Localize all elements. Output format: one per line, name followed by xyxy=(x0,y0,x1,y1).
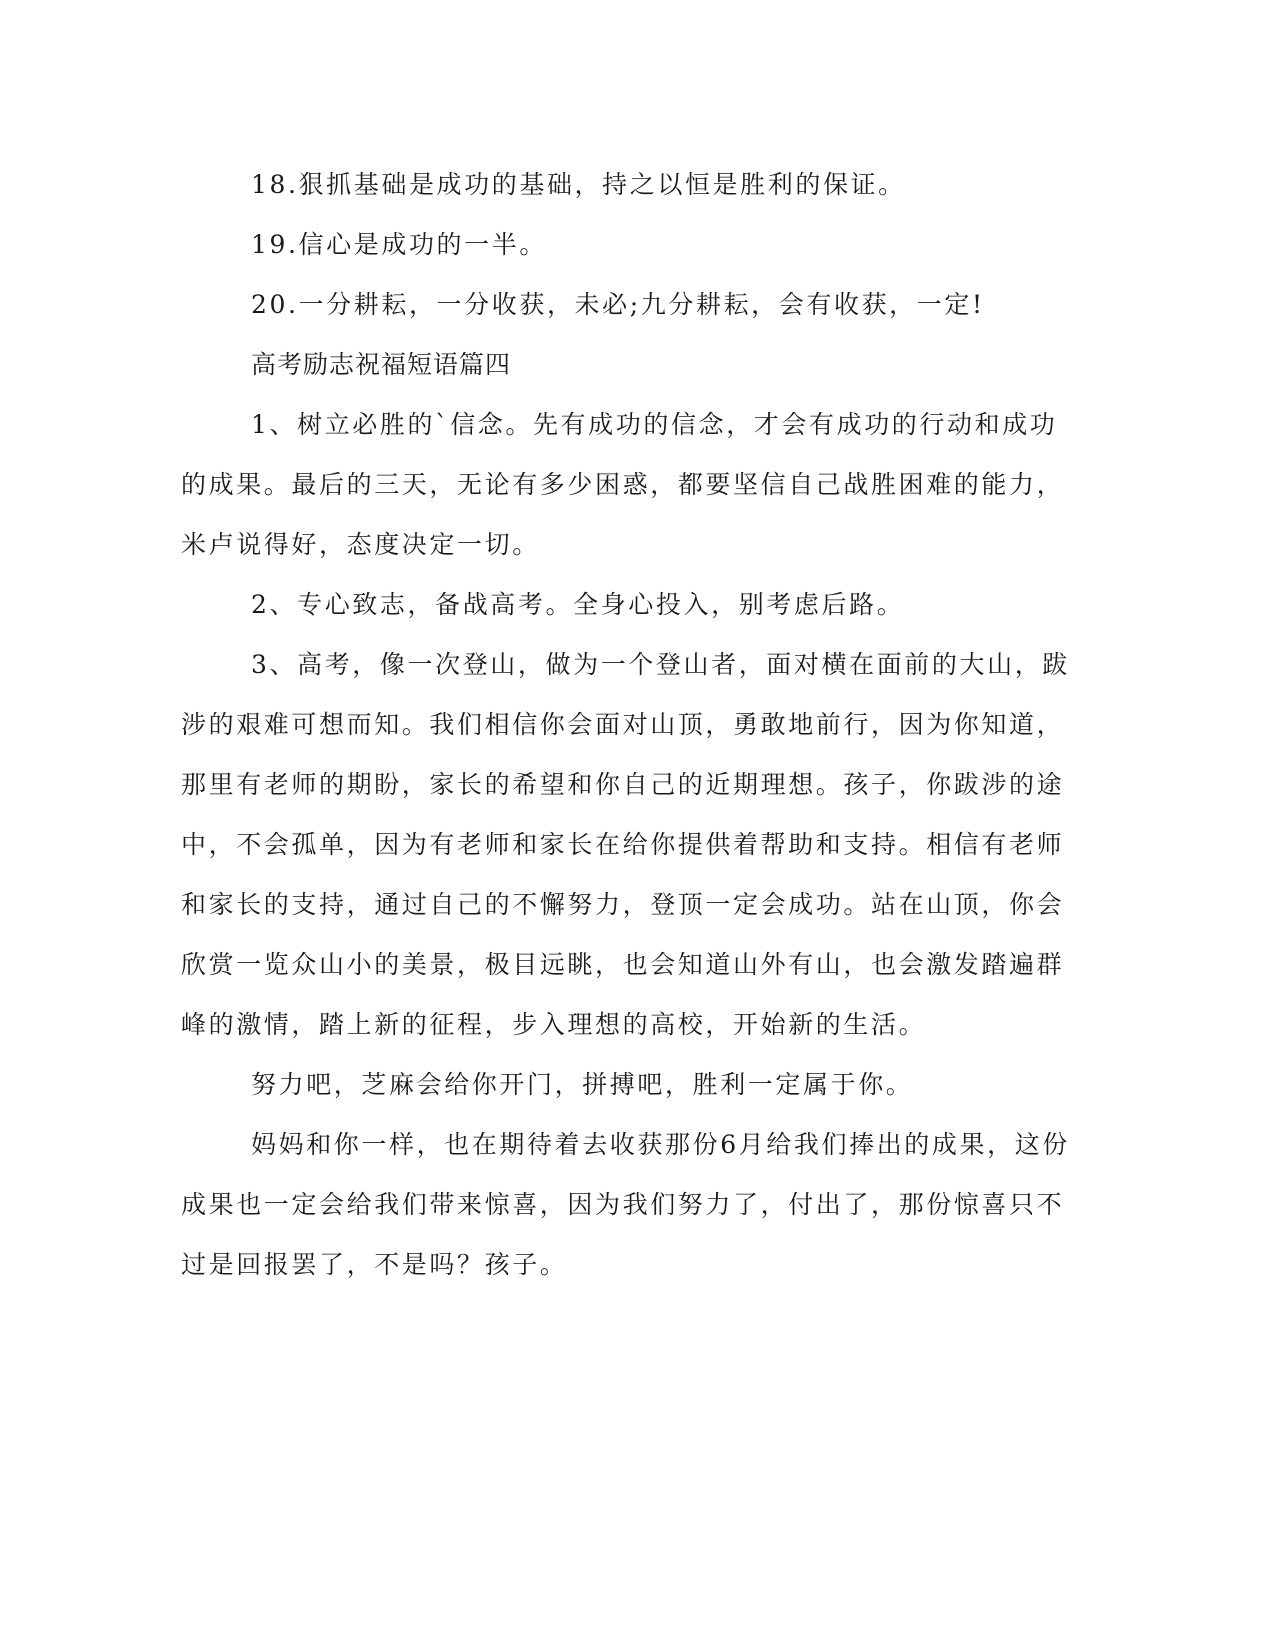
section-heading: 高考励志祝福短语篇四 xyxy=(251,350,512,379)
paragraph-item-20: 20.一分耕耘，一分收获，未必;九分耕耘，会有收获，一定! xyxy=(251,290,985,319)
paragraph-encouragement: 努力吧，芝麻会给你开门，拼搏吧，胜利一定属于你。 xyxy=(251,1070,914,1099)
paragraph-point-1: 1、树立必胜的`信念。先有成功的信念，才会有成功的行动和成功的成果。最后的三天，无论有多少困惑，都要坚信自己战胜困难的能力，米卢说得好，态度决定一切。 xyxy=(181,410,1065,559)
paragraph-point-3: 3、高考，像一次登山，做为一个登山者，面对横在面前的大山，跋涉的艰难可想而知。我们相信你会面对山顶，勇敢地前行，因为你知道，那里有老师的期盼，家长的希望和你自己的近期理想。孩子，你跋涉的途中，不会孤单，因为有老师和家长在给你提供着帮助和支持。相信有老师和家长的支持，通过自己的不懈努力，登顶一定会成功。站在山顶，你会欣赏一览众山小的美景，极目远眺，也会知道山外有山，也会激发踏遍群峰的激情，踏上新的征程，步入理想的高校，开始新的生活。 xyxy=(181,650,1070,1039)
document-body xyxy=(181,155,1071,1295)
paragraph-item-18: 18.狠抓基础是成功的基础，持之以恒是胜利的保证。 xyxy=(251,170,906,199)
paragraph-point-2: 2、专心致志，备战高考。全身心投入，别考虑后路。 xyxy=(251,590,905,619)
paragraph-item-19: 19.信心是成功的一半。 xyxy=(251,230,547,259)
paragraph-closing: 妈妈和你一样，也在期待着去收获那份6月给我们捧出的成果，这份成果也一定会给我们带来惊喜，因为我们努力了，付出了，那份惊喜只不过是回报罢了，不是吗？孩子。 xyxy=(181,1130,1070,1279)
